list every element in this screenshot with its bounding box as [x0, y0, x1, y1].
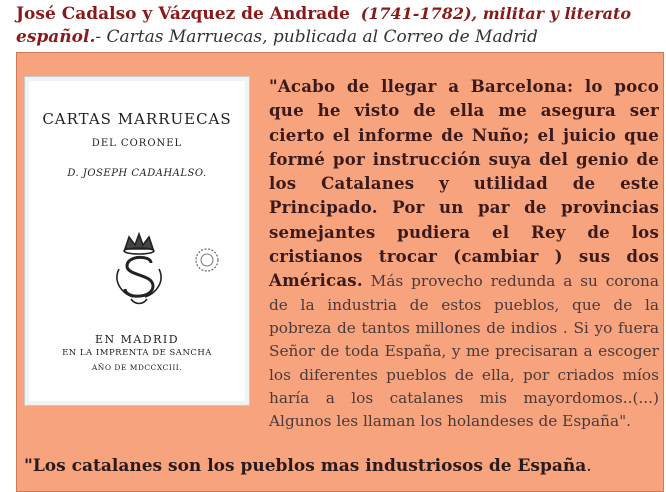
book-author: D. JOSEPH CADAHALSO. [67, 168, 207, 179]
second-quote-normal-text: . [586, 456, 592, 476]
book-cover-image [24, 76, 250, 406]
book-press: EN LA IMPRENTA DE SANCHA [62, 348, 212, 358]
page-header [16, 2, 656, 49]
main-quote [269, 75, 659, 433]
book-year: AÑO DE MDCCXCIII. [91, 363, 183, 372]
second-quote-bold-text: "Los catalanes son los pueblos mas industriosos de España [24, 456, 587, 476]
library-stamp [194, 247, 220, 273]
author-dates: (1741-1782), militar y literato [360, 4, 632, 23]
second-quote [24, 453, 658, 479]
author-name: José Cadalso y Vázquez de Andrade [16, 4, 350, 24]
book-subtitle: DEL CORONEL [91, 138, 183, 149]
author-nationality: español. [16, 27, 96, 47]
book-title: CARTAS MARRUECAS [42, 110, 232, 128]
quote-bold-text: "Acabo de llegar a Barcelona: lo poco que he visto de ella me asegura ser cierto el informe de Nuño; el juicio que formé por instrucción suya del genio de los Catalanes y utilidad de este Principado. Por un par de provincias semejantes pudiera el Rey de los cristianos trocar (cambiar ) sus dos Américas. [269, 76, 659, 291]
crown-monogram-emblem [107, 229, 171, 309]
book-city: EN MADRID [94, 333, 180, 346]
quote-normal-text: Más provecho redunda a su corona de la industria de estos pueblos, que de la pobreza de tantos millones de indios . Si yo fuera Señor de toda España, y me precisaran a escoger los diferentes pueblos de ella, por criados míos haría a los catalanes mis mayordomos..(...) Algunos les llaman los holandeses de España". [269, 272, 659, 431]
source-citation: - Cartas Marruecas, publicada al Correo de Madrid [95, 27, 538, 47]
